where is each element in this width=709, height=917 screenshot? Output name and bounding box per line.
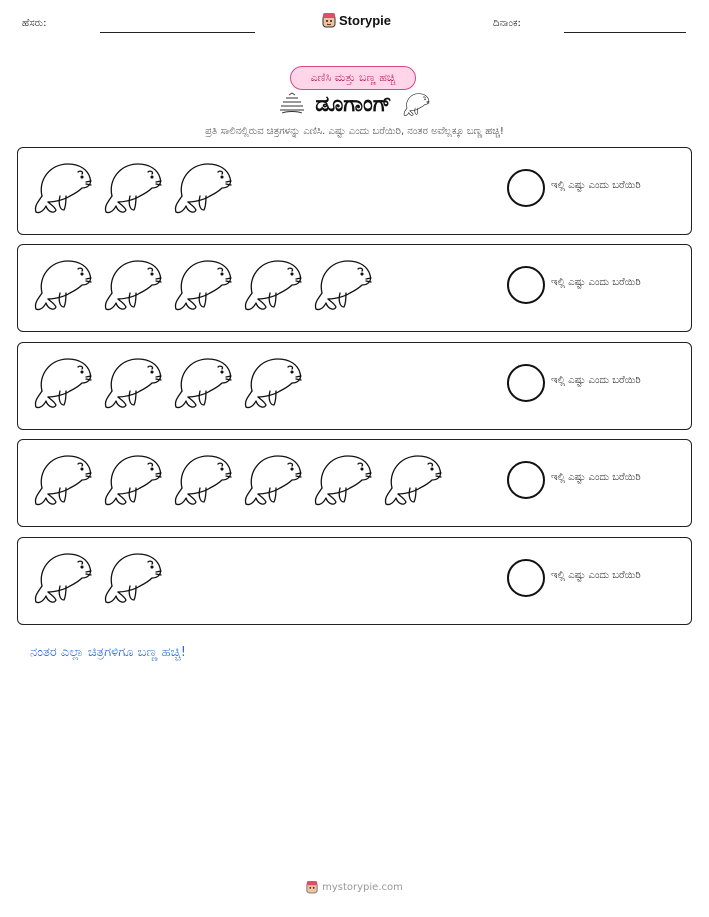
- write-here-label: ಇಲ್ಲಿ ಎಷ್ಟು ಎಂದು ಬರೆಯಿರಿ: [551, 472, 641, 483]
- dugong-icon: [100, 351, 164, 413]
- answer-circle[interactable]: [507, 559, 545, 597]
- write-here-label: ಇಲ್ಲಿ ಎಷ್ಟು ಎಂದು ಬರೆಯಿರಿ: [551, 277, 641, 288]
- count-row-5: [17, 537, 692, 625]
- dugong-icon: [240, 253, 304, 315]
- site-url: mystorypie.com: [322, 881, 403, 893]
- dugong-icon: [100, 253, 164, 315]
- answer-circle[interactable]: [507, 266, 545, 304]
- dugong-icon: [240, 351, 304, 413]
- dugong-icon: [100, 546, 164, 608]
- dugong-icon: [30, 156, 94, 218]
- name-label: ಹೆಸರು:: [22, 18, 47, 29]
- dugong-icon: [30, 351, 94, 413]
- dugong-icon: [310, 448, 374, 510]
- count-row-2: [17, 244, 692, 332]
- dugong-icon: [170, 156, 234, 218]
- page-title: ಡೂಗಾಂಗ್: [315, 91, 392, 117]
- dugong-icon: [30, 253, 94, 315]
- write-here-label: ಇಲ್ಲಿ ಎಷ್ಟು ಎಂದು ಬರೆಯಿರಿ: [551, 375, 641, 386]
- dugong-icon: [240, 448, 304, 510]
- animal-group: [30, 448, 444, 510]
- answer-circle[interactable]: [507, 461, 545, 499]
- title-row: [0, 90, 709, 118]
- storypie-logo-icon: [306, 880, 318, 894]
- dugong-icon: [100, 448, 164, 510]
- animal-group: [30, 253, 374, 315]
- brand-logo: [322, 12, 391, 28]
- name-line[interactable]: [100, 32, 255, 33]
- brand-name: Storypie: [339, 12, 392, 28]
- date-line[interactable]: [564, 32, 686, 33]
- dugong-title-icon: [400, 90, 432, 118]
- animal-group: [30, 546, 164, 608]
- dugong-icon: [380, 448, 444, 510]
- dugong-icon: [30, 448, 94, 510]
- footer-instruction: ನಂತರ ಎಲ್ಲಾ ಚಿತ್ರಗಳಿಗೂ ಬಣ್ಣ ಹಚ್ಚಿ!: [30, 645, 186, 660]
- write-here-label: ಇಲ್ಲಿ ಎಷ್ಟು ಎಂದು ಬರೆಯಿರಿ: [551, 180, 641, 191]
- write-here-label: ಇಲ್ಲಿ ಎಷ್ಟು ಎಂದು ಬರೆಯಿರಿ: [551, 570, 641, 581]
- animal-group: [30, 351, 304, 413]
- answer-circle[interactable]: [507, 364, 545, 402]
- dugong-icon: [310, 253, 374, 315]
- dugong-sketch-icon: [277, 92, 307, 116]
- dugong-icon: [100, 156, 164, 218]
- animal-group: [30, 156, 234, 218]
- storypie-logo-icon: [322, 12, 336, 28]
- count-row-4: [17, 439, 692, 527]
- site-footer: [0, 880, 709, 894]
- dugong-icon: [170, 253, 234, 315]
- dugong-icon: [30, 546, 94, 608]
- activity-badge: ಎಣಿಸಿ ಮತ್ತು ಬಣ್ಣ ಹಚ್ಚಿ: [290, 66, 416, 90]
- count-row-1: [17, 147, 692, 235]
- date-label: ದಿನಾಂಕ:: [493, 18, 521, 29]
- instructions: ಪ್ರತಿ ಸಾಲಿನಲ್ಲಿರುವ ಚಿತ್ರಗಳನ್ನು ಎಣಿಸಿ. ಎಷ್ಟು ಎಂದು ಬರೆಯಿರಿ, ನಂತರ ಅವೆಲ್ಲಕ್ಕೂ ಬಣ್ಣ ಹಚ್ಚಿ!: [205, 126, 504, 137]
- dugong-icon: [170, 351, 234, 413]
- count-row-3: [17, 342, 692, 430]
- answer-circle[interactable]: [507, 169, 545, 207]
- dugong-icon: [170, 448, 234, 510]
